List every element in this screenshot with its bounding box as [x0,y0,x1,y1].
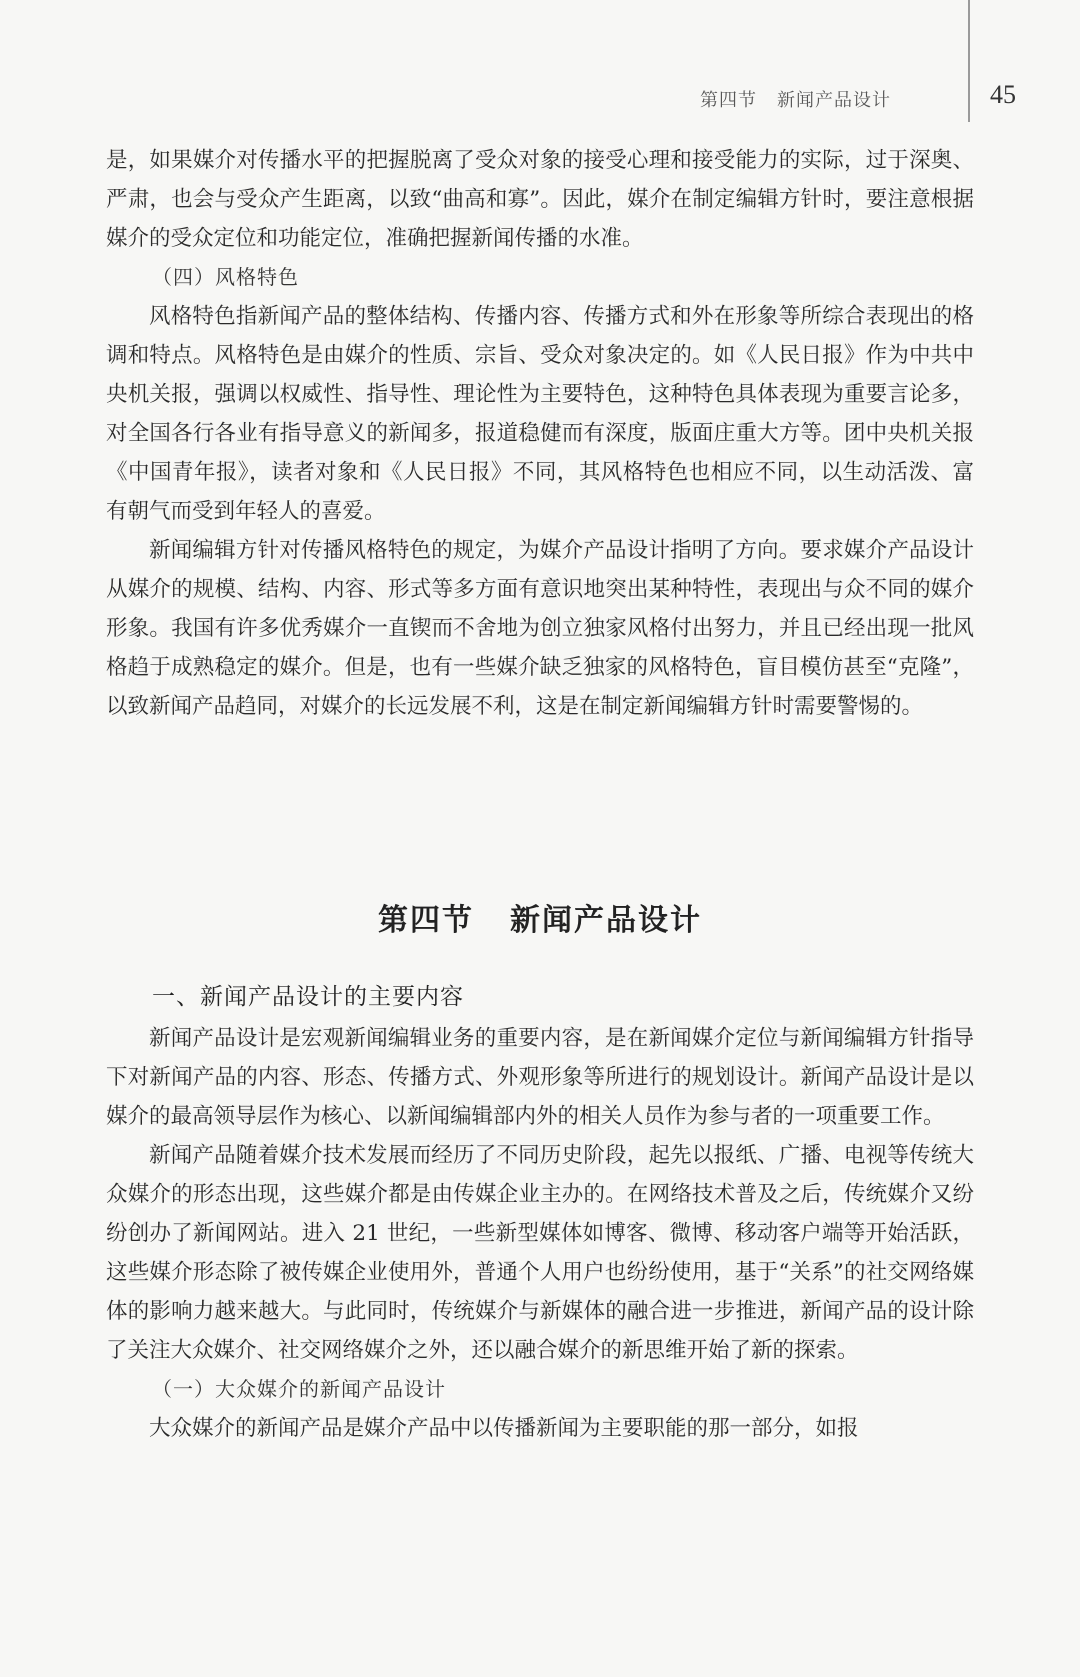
paragraph-editorial-policy: 新闻编辑方针对传播风格特色的规定，为媒介产品设计指明了方向。要求媒介产品设计从媒介的规模、结构、内容、形式等多方面有意识地突出某种特性，表现出与众不同的媒介形象。我国有许多优秀媒介一直锲而不舍地为创立独家风格付出努力，并且已经出现一批风格趋于成熟稳定的媒介。但是，也有一些媒介缺乏独家的风格特色，盲目模仿甚至“克隆”，以致新闻产品趋同，对媒介的长远发展不利，这是在制定新闻编辑方针时需要警惕的。 [106,538,974,719]
paragraph-mass-media: 大众媒介的新闻产品是媒介产品中以传播新闻为主要职能的那一部分，如报 [149,1416,859,1441]
section-title-label: 第四节 [378,903,474,938]
running-head-title: 新闻产品设计 [777,90,891,111]
paragraph-style-features: 风格特色指新闻产品的整体结构、传播内容、传播方式和外在形象等所综合表现出的格调和特点。风格特色是由媒介的性质、宗旨、受众对象决定的。如《人民日报》作为中共中央机关报，强调以权威性、指导性、理论性为主要特色，这种特色具体表现为重要言论多，对全国各行各业有指导意义的新闻多，报道稳健而有深度，版面庄重大方等。团中央机关报《中国青年报》，读者对象和《人民日报》不同，其风格特色也相应不同，以生动活泼、富有朝气而受到年轻人的喜爱。 [106,304,974,524]
section-title [0,895,1080,939]
running-head [700,86,950,112]
subheading-style-features: （四）风格特色 [152,265,299,289]
header-divider [968,0,970,122]
page-number: 45 [990,80,1016,109]
top-text-block [106,141,974,726]
running-head-section: 第四节 [700,90,757,111]
bottom-text-block [106,975,974,1448]
subheading-mass-media: （一）大众媒介的新闻产品设计 [152,1377,446,1401]
section-title-text: 新闻产品设计 [510,903,702,938]
continuation-paragraph: 是，如果媒介对传播水平的把握脱离了受众对象的接受心理和接受能力的实际，过于深奥、严肃，也会与受众产生距离，以致“曲高和寡”。因此，媒介在制定编辑方针时，要注意根据媒介的受众定位和功能定位，准确把握新闻传播的水准。 [106,148,974,251]
heading-main-content: 一、新闻产品设计的主要内容 [152,984,464,1010]
paragraph-product-design: 新闻产品设计是宏观新闻编辑业务的重要内容，是在新闻媒介定位与新闻编辑方针指导下对新闻产品的内容、形态、传播方式、外观形象等所进行的规划设计。新闻产品设计是以媒介的最高领导层作为核心、以新闻编辑部内外的相关人员作为参与者的一项重要工作。 [106,1026,974,1129]
paragraph-history: 新闻产品随着媒介技术发展而经历了不同历史阶段，起先以报纸、广播、电视等传统大众媒介的形态出现，这些媒介都是由传媒企业主办的。在网络技术普及之后，传统媒介又纷纷创办了新闻网站。进入 21 世纪，一些新型媒体如博客、微博、移动客户端等开始活跃，这些媒介形态除了被传媒企业使用外，普通个人用户也纷纷使用，基于“关系”的社交网络媒体的影响力越来越大。与此同时，传统媒介与新媒体的融合进一步推进，新闻产品的设计除了关注大众媒介、社交网络媒介之外，还以融合媒介的新思维开始了新的探索。 [106,1143,974,1363]
